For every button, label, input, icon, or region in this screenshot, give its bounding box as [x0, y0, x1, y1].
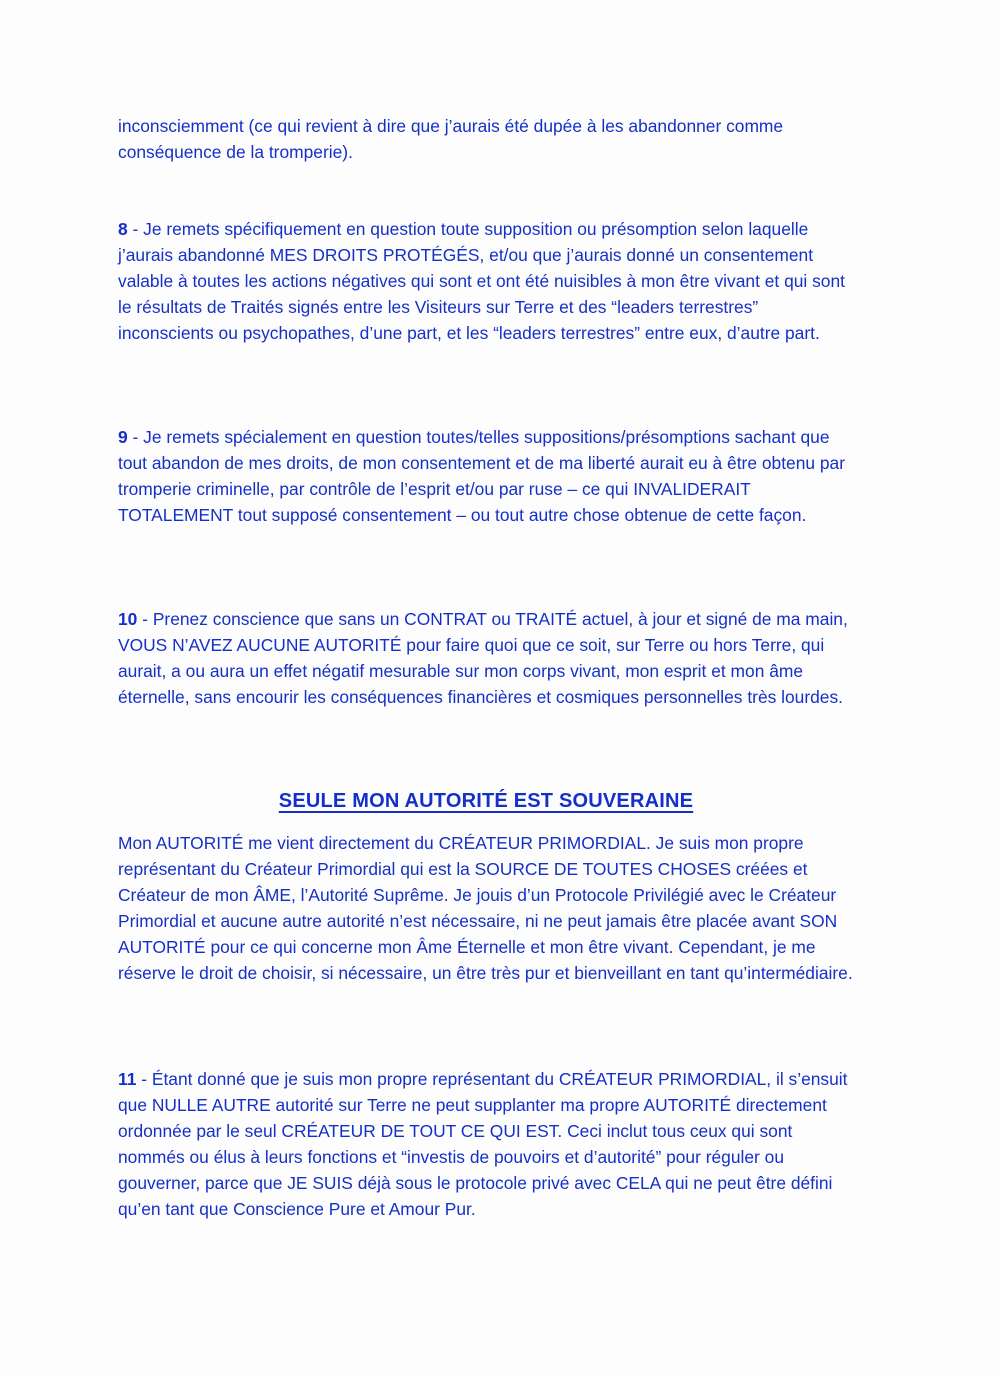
item-8-text: Je remets spécifiquement en question toute supposition ou présomption selon laquelle j’aurais abandonné MES DROITS PROTÉGÉS, et/ou que j’aurais donné un consentement valable à toutes les actions négatives qui sont et ont été nuisibles à mon être vivant et qui sont le résultats de Traités signés entre les Visiteurs sur Terre et des “leaders terrestres” inconscients ou psychopathes, d’une part, et les “leaders terrestres” entre eux, d’autre part.: [118, 219, 845, 343]
section-heading: SEULE MON AUTORITÉ EST SOUVERAINE: [278, 790, 694, 812]
item-8-paragraph: [118, 216, 858, 346]
item-11-number: 11: [118, 1069, 137, 1089]
item-8-separator: -: [127, 219, 144, 239]
item-9-separator: -: [127, 427, 144, 447]
section-paragraph: [118, 830, 858, 986]
item-9-number: 9: [118, 427, 128, 447]
item-10-separator: -: [137, 609, 153, 629]
item-10-text: Prenez conscience que sans un CONTRAT ou TRAITÉ actuel, à jour et signé de ma main, VOUS N’AVEZ AUCUNE AUTORITÉ pour faire quoi que ce soit, sur Terre ou hors Terre, qui aurait, a ou aura un effet négatif mesurable sur mon corps vivant, mon esprit et mon âme éternelle, sans encourir les conséquences financières et cosmiques personnelles très lourdes.: [118, 609, 848, 707]
intro-paragraph-text: inconsciemment (ce qui revient à dire que j’aurais été dupée à les abandonner comme conséquence de la tromperie).: [118, 116, 784, 162]
item-10-paragraph: [118, 606, 858, 710]
item-11: [118, 1066, 858, 1222]
item-10: [118, 606, 858, 710]
item-9-text: Je remets spécialement en question toutes/telles suppositions/présomptions sachant que tout abandon de mes droits, de mon consentement et de ma liberté aurait eu à être obtenu par tromperie criminelle, par contrôle de l’esprit et/ou par ruse – ce qui INVALIDERAIT TOTALEMENT tout supposé consentement – ou tout autre chose obtenue de cette façon.: [118, 427, 846, 525]
item-8: [118, 216, 858, 346]
item-11-separator: -: [136, 1069, 152, 1089]
item-8-number: 8: [118, 219, 128, 239]
section-paragraph-text: Mon AUTORITÉ me vient directement du CRÉATEUR PRIMORDIAL. Je suis mon propre représentant du Créateur Primordial qui est la SOURCE DE TOUTES CHOSES créées et Créateur de mon ÂME, l’Autorité Suprême. Je jouis d’un Protocole Privilégié avec le Créateur Primordial et aucune autre autorité n’est nécessaire, ni ne peut jamais être placée avant SON AUTORITÉ pour ce qui concerne mon Âme Éternelle et mon être vivant. Cependant, je me réserve le droit de choisir, si nécessaire, un être très pur et bienveillant en tant qu’intermédiaire.: [118, 833, 853, 983]
item-10-number: 10: [118, 609, 138, 629]
item-9-paragraph: [118, 424, 858, 528]
item-11-paragraph: [118, 1066, 858, 1222]
intro-paragraph: [118, 113, 858, 165]
item-11-text: Étant donné que je suis mon propre représentant du CRÉATEUR PRIMORDIAL, il s’ensuit que NULLE AUTRE autorité sur Terre ne peut supplanter ma propre AUTORITÉ directement ordonnée par le seul CRÉATEUR DE TOUT CE QUI EST. Ceci inclut tous ceux qui sont nommés ou élus à leurs fonctions et “investis de pouvoirs et d’autorité” pour réguler ou gouverner, parce que JE SUIS déjà sous le protocole privé avec CELA qui ne peut être défini qu’en tant que Conscience Pure et Amour Pur.: [118, 1069, 848, 1219]
item-9: [118, 424, 858, 528]
